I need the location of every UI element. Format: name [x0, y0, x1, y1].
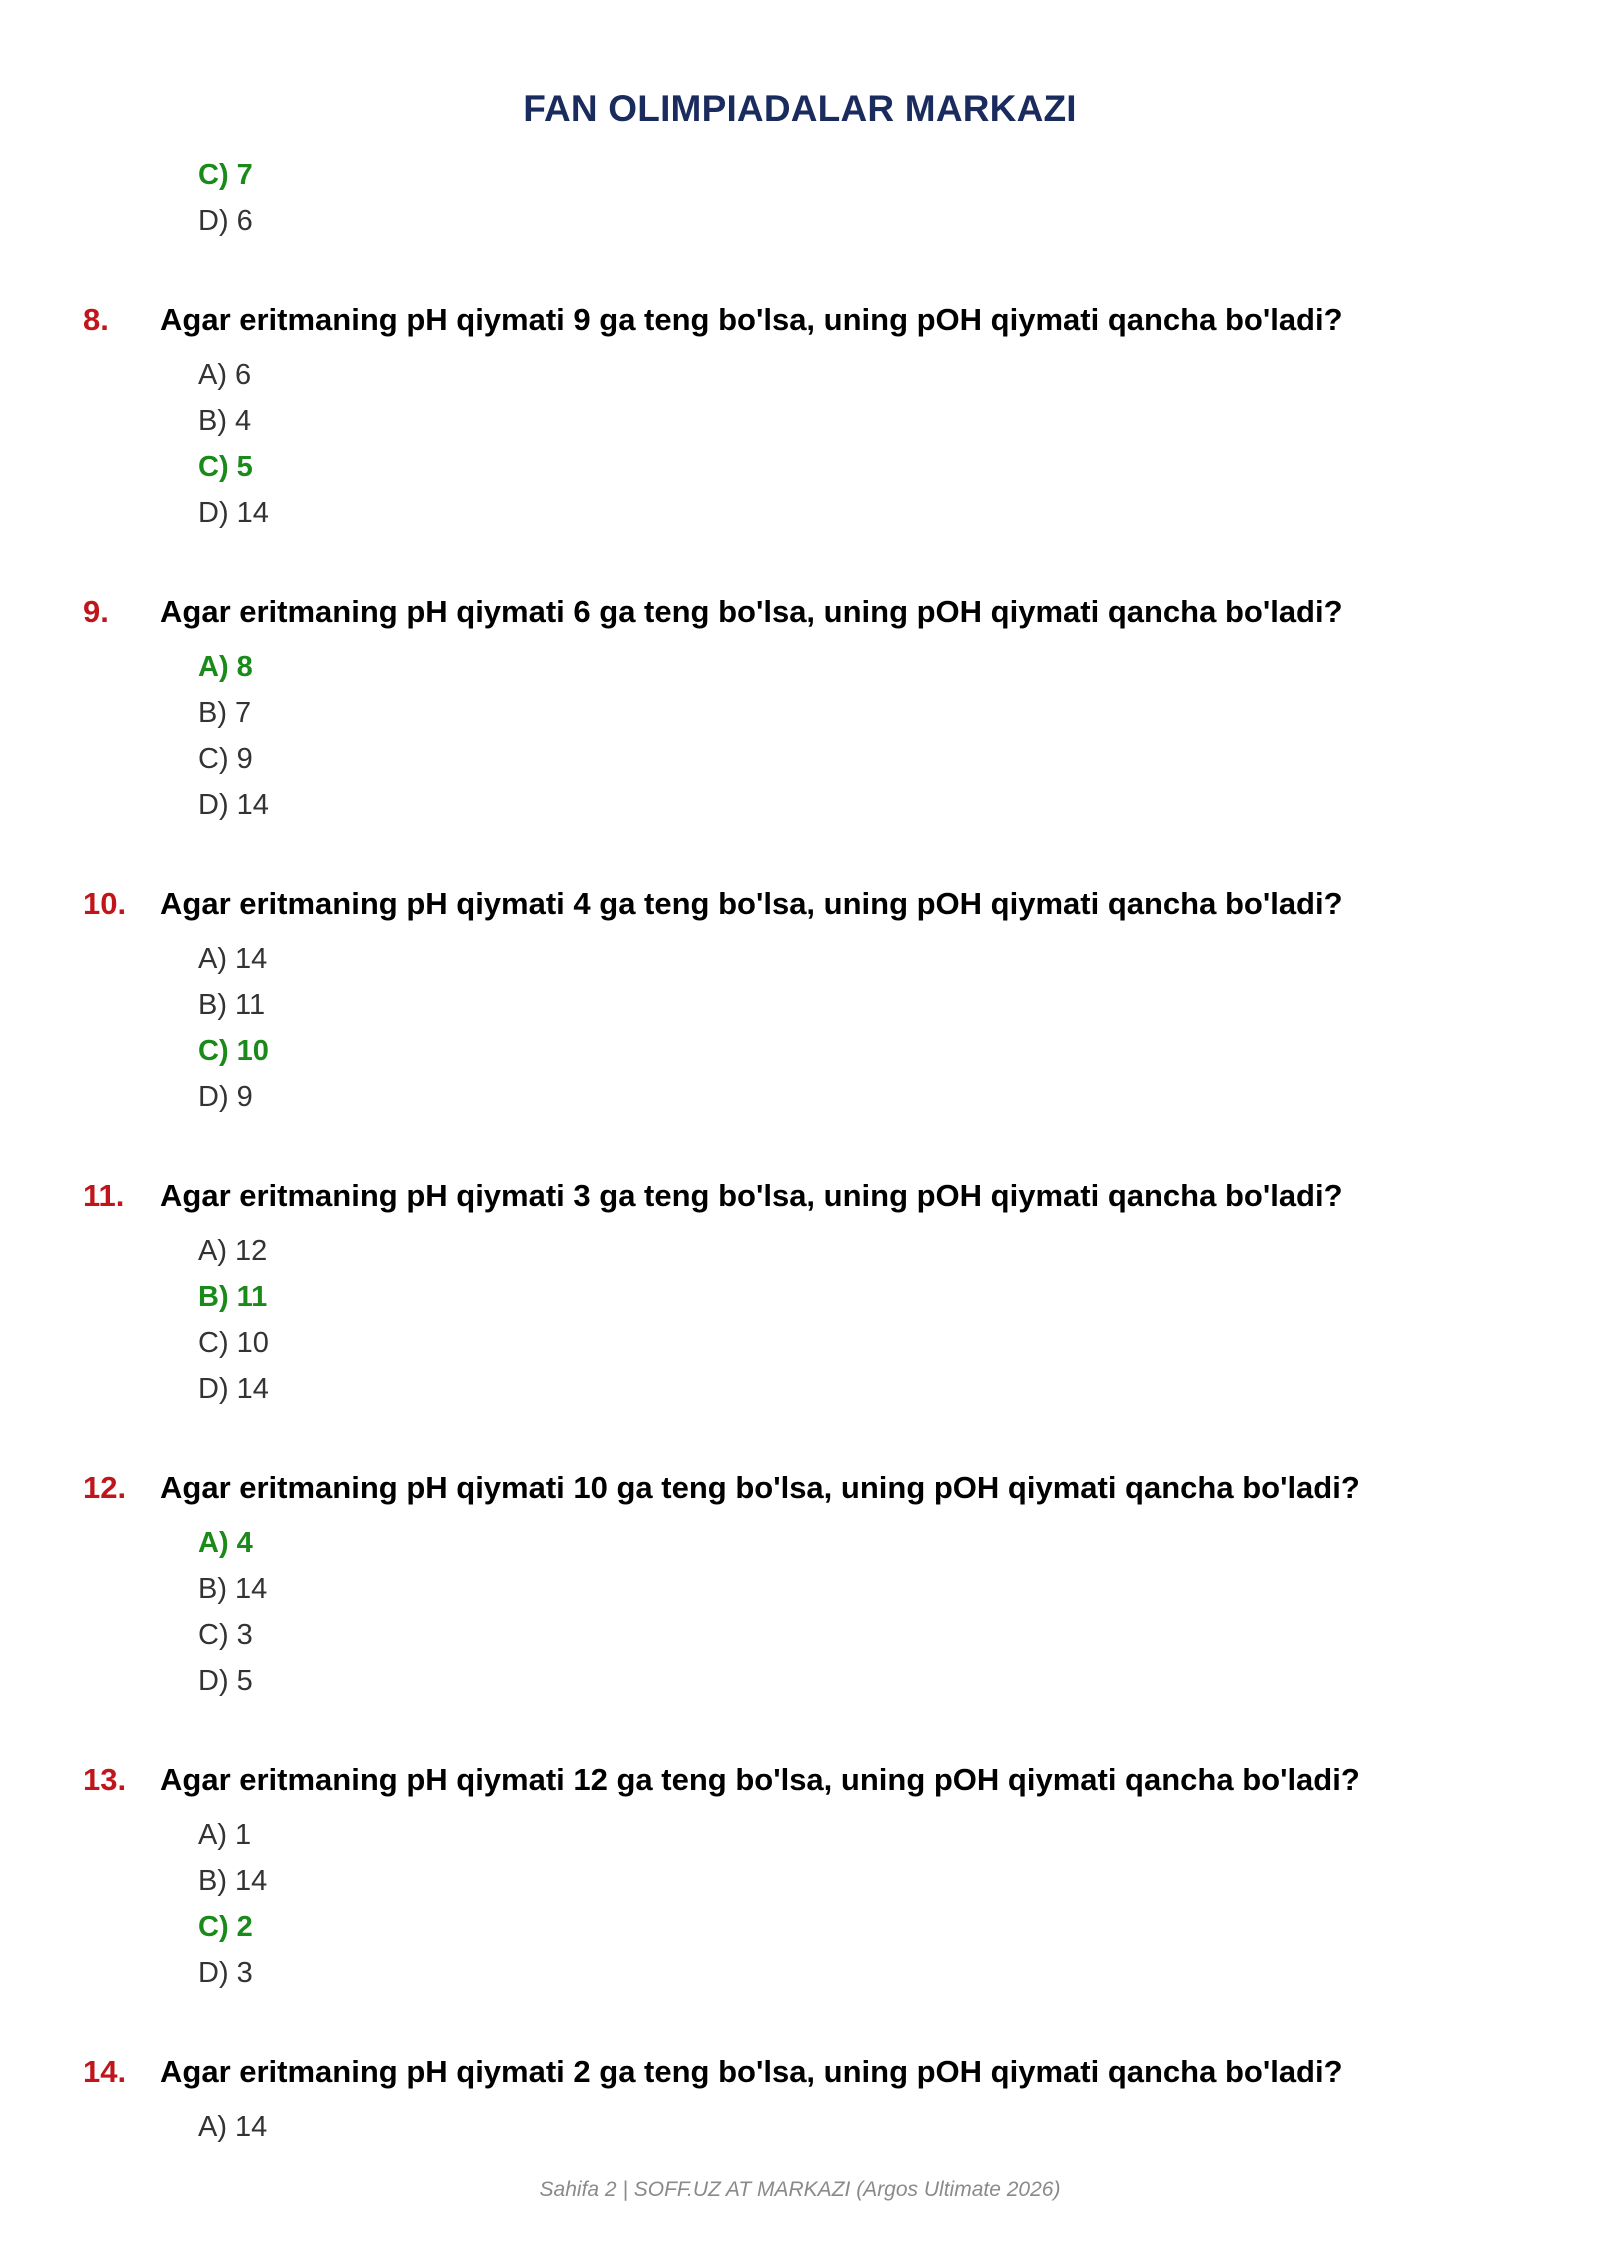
option: D) 6 — [198, 205, 253, 237]
question-number: 12. — [83, 1470, 127, 1505]
option-list — [0, 936, 1600, 1120]
option-correct: C) 7 — [198, 159, 253, 191]
question-line — [0, 1178, 1600, 1224]
option-correct: A) 4 — [198, 1527, 253, 1559]
option: B) 11 — [198, 989, 266, 1021]
option: A) 1 — [198, 1819, 252, 1851]
question-line — [0, 1470, 1600, 1516]
option-correct: B) 11 — [198, 1281, 268, 1313]
question-item — [0, 2054, 1600, 2150]
question-number: 11. — [83, 1178, 125, 1213]
option-correct: C) 2 — [198, 1911, 253, 1943]
option: C) 3 — [198, 1619, 253, 1651]
question-item — [0, 886, 1600, 1120]
question-line — [0, 1762, 1600, 1808]
question-text: Agar eritmaning pH qiymati 4 ga teng bo'lsa, uning pOH qiymati qancha bo'ladi? — [160, 886, 1343, 921]
option: A) 12 — [198, 1235, 268, 1267]
option: B) 14 — [198, 1865, 268, 1897]
option-list — [0, 2104, 1600, 2150]
option-list — [0, 1520, 1600, 1704]
page-footer: Sahifa 2 | SOFF.UZ AT MARKAZI (Argos Ultimate 2026) — [539, 2178, 1061, 2201]
option: B) 7 — [198, 697, 252, 729]
option-correct: A) 8 — [198, 651, 253, 683]
option: C) 9 — [198, 743, 253, 775]
page-title: FAN OLIMPIADALAR MARKAZI — [523, 88, 1077, 129]
option: C) 10 — [198, 1327, 269, 1359]
option: B) 4 — [198, 405, 252, 437]
question-number: 14. — [83, 2054, 127, 2089]
option: D) 5 — [198, 1665, 253, 1697]
question-number: 10. — [83, 886, 127, 921]
option: D) 14 — [198, 497, 269, 529]
question-line — [0, 886, 1600, 932]
option-correct: C) 10 — [198, 1035, 269, 1067]
question-list — [0, 152, 1600, 2208]
question-item — [0, 1762, 1600, 1996]
option-correct: C) 5 — [198, 451, 253, 483]
question-item — [0, 1470, 1600, 1704]
question-text: Agar eritmaning pH qiymati 2 ga teng bo'lsa, uning pOH qiymati qancha bo'ladi? — [160, 2054, 1343, 2089]
option: D) 3 — [198, 1957, 253, 1989]
option-list — [0, 352, 1600, 536]
question-text: Agar eritmaning pH qiymati 6 ga teng bo'lsa, uning pOH qiymati qancha bo'ladi? — [160, 594, 1343, 629]
option: D) 9 — [198, 1081, 253, 1113]
question-line — [0, 2054, 1600, 2100]
question-item — [0, 1178, 1600, 1412]
option-list — [0, 1228, 1600, 1412]
option: D) 14 — [198, 1373, 269, 1405]
question-item — [0, 594, 1600, 828]
question-number: 8. — [83, 302, 109, 337]
option-list — [0, 1812, 1600, 1996]
option: D) 14 — [198, 789, 269, 821]
question-text: Agar eritmaning pH qiymati 9 ga teng bo'lsa, uning pOH qiymati qancha bo'ladi? — [160, 302, 1343, 337]
question-item — [0, 302, 1600, 536]
question-text: Agar eritmaning pH qiymati 12 ga teng bo'lsa, uning pOH qiymati qancha bo'ladi? — [160, 1762, 1360, 1797]
question-line — [0, 302, 1600, 348]
option-list — [0, 644, 1600, 828]
question-number: 9. — [83, 594, 109, 629]
question-text: Agar eritmaning pH qiymati 10 ga teng bo'lsa, uning pOH qiymati qancha bo'ladi? — [160, 1470, 1360, 1505]
option: B) 14 — [198, 1573, 268, 1605]
question-number: 13. — [83, 1762, 127, 1797]
question-line — [0, 594, 1600, 640]
question-text: Agar eritmaning pH qiymati 3 ga teng bo'lsa, uning pOH qiymati qancha bo'ladi? — [160, 1178, 1343, 1213]
option: A) 14 — [198, 943, 268, 975]
option: A) 14 — [198, 2111, 268, 2143]
continued-options — [0, 152, 1600, 244]
questions-container — [0, 302, 1600, 2150]
option: A) 6 — [198, 359, 252, 391]
